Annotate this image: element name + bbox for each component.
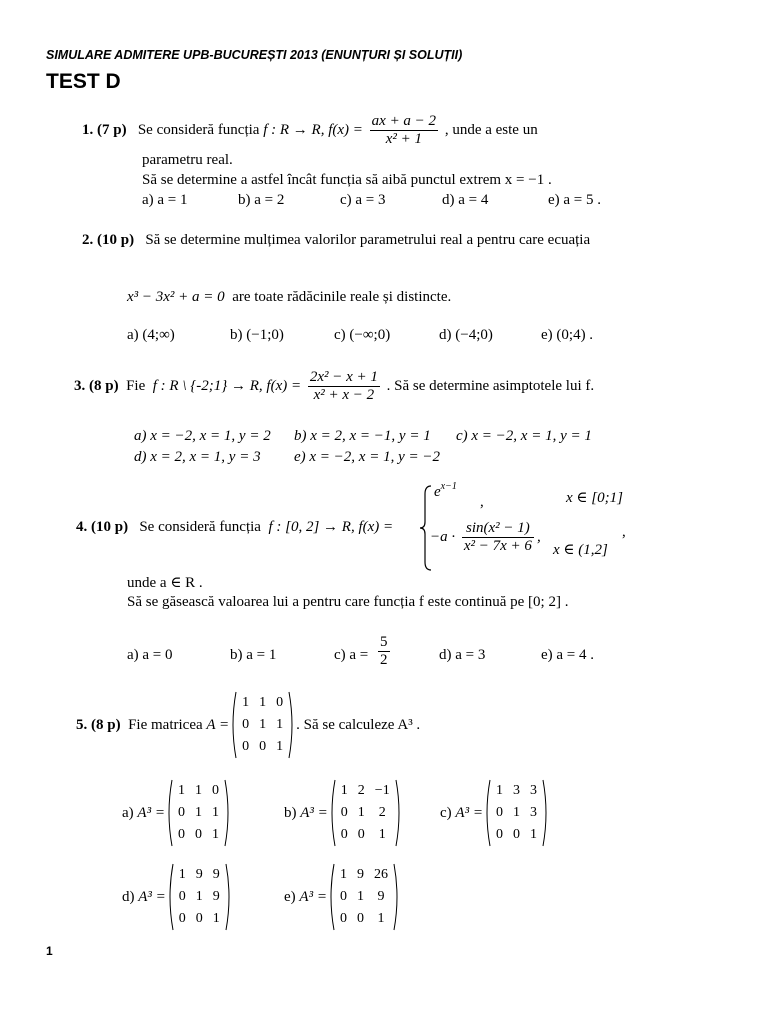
problem-5-answer-c-lhs: A³ = — [455, 804, 483, 821]
problem-3-answer-b: b) x = 2, x = −1, y = 1 — [294, 428, 431, 444]
problem-1-after: , unde a este un — [444, 122, 538, 138]
matrix-row — [491, 802, 542, 824]
problem-1-answer-d: d) a = 4 — [442, 192, 489, 208]
matrix-cell: 0 — [178, 911, 186, 926]
matrix-cell: 1 — [212, 911, 220, 926]
page-number: 1 — [46, 944, 53, 958]
problem-5-answer-b-matrix — [328, 779, 403, 847]
problem-5-answer-d-label: d) — [122, 888, 135, 905]
matrix-cell: 0 — [194, 827, 202, 842]
matrix-cell: 0 — [340, 805, 348, 820]
matrix-left-paren — [166, 863, 174, 931]
matrix-cell: 3 — [529, 805, 537, 820]
problem-4-line-3: Să se găsească valoarea lui a pentru care funcția f este continuă pe [0; 2] . — [127, 594, 569, 610]
matrix-cell: 0 — [495, 827, 503, 842]
matrix-left-paren — [328, 779, 336, 847]
problem-1-fraction-numerator: ax + a − 2 — [370, 113, 438, 131]
problem-5-number: 5. (8 p) — [76, 716, 121, 733]
matrix-row — [174, 886, 225, 908]
problem-1-intro: Se consideră funcția — [137, 122, 260, 138]
matrix-right-paren — [542, 779, 550, 847]
problem-5-answer-e-lhs: A³ = — [299, 888, 327, 905]
matrix-cell: 1 — [211, 827, 219, 842]
matrix-row — [174, 864, 225, 886]
matrix-cell: 1 — [194, 805, 202, 820]
matrix-row — [173, 802, 224, 824]
problem-4-case-1-domain: x ∈ [0;1] — [566, 490, 623, 506]
matrix-row — [491, 780, 542, 802]
matrix-row — [174, 908, 225, 930]
problem-1-answer-c: c) a = 3 — [340, 192, 386, 208]
matrix-row — [237, 714, 288, 736]
problem-2-answer-d: d) (−4;0) — [439, 327, 493, 343]
problem-1-fraction — [370, 113, 438, 149]
matrix-cell: 1 — [276, 739, 284, 754]
test-title: TEST D — [46, 70, 121, 93]
matrix-cell: 9 — [356, 867, 364, 882]
problem-4-answer-d: d) a = 3 — [439, 647, 486, 663]
problem-4-case-2-prefix: −a · — [430, 529, 456, 546]
matrix-cell: 9 — [377, 889, 385, 904]
problem-3-fraction — [308, 369, 380, 405]
matrix-cell: 0 — [195, 911, 203, 926]
matrix-row — [335, 908, 393, 930]
problem-2-equation: x³ − 3x² + a = 0 — [127, 289, 225, 305]
problem-3-statement — [74, 366, 594, 406]
problem-5-answer-b — [284, 780, 403, 846]
problem-4-answer-e: e) a = 4 . — [541, 647, 595, 663]
matrix-cell: 1 — [529, 827, 537, 842]
matrix-cell: 1 — [378, 827, 386, 842]
matrix-cell: 0 — [340, 827, 348, 842]
matrix-cell: 1 — [339, 867, 347, 882]
matrix-left-paren — [165, 779, 173, 847]
problem-1-number: 1. (7 p) — [82, 122, 127, 138]
matrix-cell: 0 — [178, 889, 186, 904]
problem-1-function: f : R → R, f(x) = — [263, 122, 363, 138]
problem-4-answer-b: b) a = 1 — [230, 647, 277, 663]
matrix-cell: 0 — [177, 827, 185, 842]
problem-4-statement — [76, 519, 393, 536]
problem-5-answer-e-matrix — [327, 863, 401, 931]
matrix-row — [336, 802, 395, 824]
matrix-cell: −1 — [374, 783, 390, 798]
matrix-cell: 2 — [357, 783, 365, 798]
matrix-cell: 0 — [356, 911, 364, 926]
problem-5-after: . Să se calculeze A³ . — [296, 716, 421, 733]
problem-2-answer-b: b) (−1;0) — [230, 327, 284, 343]
matrix-cell: 9 — [195, 867, 203, 882]
matrix-cell: 0 — [512, 827, 520, 842]
matrix-right-paren — [393, 863, 401, 931]
matrix-cell: 1 — [512, 805, 520, 820]
matrix-left-paren — [483, 779, 491, 847]
matrix-grid — [335, 864, 393, 930]
problem-5-answer-a-label: a) — [122, 804, 134, 821]
problem-3-function: f : R \ {-2;1} → R, f(x) = — [152, 378, 302, 394]
running-title: SIMULARE ADMITERE UPB-BUCUREȘTI 2013 (ENUNȚURI ȘI SOLUȚII) — [46, 48, 463, 62]
problem-5-answer-b-lhs: A³ = — [300, 804, 328, 821]
matrix-cell: 1 — [211, 805, 219, 820]
matrix-right-paren — [225, 863, 233, 931]
problem-2-answer-e: e) (0;4) . — [541, 327, 594, 343]
problem-4-answer-c-numerator: 5 — [378, 634, 390, 652]
problem-3-number: 3. (8 p) — [74, 378, 119, 394]
problem-3-fraction-numerator: 2x² − x + 1 — [308, 369, 380, 387]
matrix-grid — [237, 692, 288, 758]
matrix-row — [237, 736, 288, 758]
matrix-cell: 1 — [178, 867, 186, 882]
problem-3-intro: Fie — [126, 378, 146, 394]
problem-5-answer-d-matrix — [166, 863, 233, 931]
problem-4-answer-a: a) a = 0 — [127, 647, 173, 663]
problem-5-answer-a-lhs: A³ = — [137, 804, 165, 821]
problem-1-answer-b: b) a = 2 — [238, 192, 285, 208]
problem-5-answer-a — [122, 780, 232, 846]
matrix-grid — [173, 780, 224, 846]
problem-2-condition: are toate rădăcinile reale și distincte. — [232, 289, 452, 305]
problem-4-answer-c-denominator: 2 — [380, 652, 388, 669]
matrix-cell: 0 — [495, 805, 503, 820]
matrix-cell: 1 — [495, 783, 503, 798]
problem-4-function: f : [0, 2] → R, f(x) = — [268, 519, 394, 535]
matrix-cell: 0 — [211, 783, 219, 798]
matrix-cell: 1 — [259, 695, 267, 710]
matrix-left-paren — [229, 691, 237, 759]
matrix-row — [335, 886, 393, 908]
matrix-cell: 0 — [357, 827, 365, 842]
problem-3-fraction-denominator: x² + x − 2 — [313, 387, 375, 404]
matrix-cell: 2 — [378, 805, 386, 820]
problem-1-answer-e: e) a = 5 . — [548, 192, 602, 208]
problem-5-matrix — [229, 691, 296, 759]
matrix-cell: 0 — [177, 805, 185, 820]
problem-5-answer-d — [122, 864, 233, 930]
matrix-cell: 0 — [339, 911, 347, 926]
matrix-cell: 0 — [276, 695, 284, 710]
matrix-cell: 3 — [529, 783, 537, 798]
matrix-grid — [336, 780, 395, 846]
matrix-cell: 1 — [276, 717, 284, 732]
problem-2-number: 2. (10 p) — [82, 232, 135, 248]
problem-5-answer-a-matrix — [165, 779, 232, 847]
problem-4-case-1-exponent: x−1 — [440, 481, 457, 492]
matrix-row — [237, 692, 288, 714]
problem-4-case-2-numerator: sin(x² − 1) — [462, 520, 534, 538]
problem-1-line-3: Să se determine a astfel încât funcția să aibă punctul extrem x = −1 . — [142, 172, 552, 188]
problem-1-fraction-denominator: x² + 1 — [385, 131, 422, 148]
problem-4-case-1-comma: , — [480, 494, 484, 510]
matrix-cell: 1 — [195, 889, 203, 904]
problem-5-answer-e-label: e) — [284, 888, 296, 905]
problem-4-number: 4. (10 p) — [76, 519, 129, 535]
problem-4-intro: Se consideră funcția — [139, 519, 261, 535]
problem-5-answer-b-label: b) — [284, 804, 297, 821]
matrix-left-paren — [327, 863, 335, 931]
matrix-cell: 0 — [242, 717, 250, 732]
problem-4-answer-c-fraction — [378, 634, 390, 670]
problem-5-statement — [76, 692, 420, 758]
problem-1-line-2: parametru real. — [142, 152, 233, 168]
problem-5-matrix-label: A = — [206, 716, 230, 733]
problem-5-answer-c-matrix — [483, 779, 550, 847]
problem-4-case-2-denominator: x² − 7x + 6 — [463, 538, 532, 555]
problem-2-answer-c: c) (−∞;0) — [334, 327, 391, 343]
matrix-cell: 1 — [259, 717, 267, 732]
matrix-cell: 1 — [340, 783, 348, 798]
problem-3-answer-a: a) x = −2, x = 1, y = 2 — [134, 428, 271, 444]
problem-4-case-1-base: e — [434, 484, 441, 500]
matrix-row — [336, 780, 395, 802]
problem-5-answer-e — [284, 864, 401, 930]
problem-3-answer-d: d) x = 2, x = 1, y = 3 — [134, 449, 261, 465]
matrix-row — [336, 824, 395, 846]
matrix-cell: 26 — [373, 867, 388, 882]
problem-3-answer-e: e) x = −2, x = 1, y = −2 — [294, 449, 440, 465]
matrix-cell: 1 — [242, 695, 250, 710]
problem-1-answer-a: a) a = 1 — [142, 192, 188, 208]
matrix-cell: 1 — [194, 783, 202, 798]
problem-4-line-2: unde a ∈ R . — [127, 575, 203, 591]
matrix-right-paren — [224, 779, 232, 847]
matrix-cell: 0 — [339, 889, 347, 904]
problem-4-trailing-comma: , — [622, 524, 626, 540]
problem-5-intro: Fie matricea — [128, 716, 203, 733]
problem-2-answer-a: a) (4;∞) — [127, 327, 175, 343]
matrix-cell: 1 — [377, 911, 385, 926]
problem-4-case-1 — [434, 481, 457, 501]
problem-4-case-2-fraction — [462, 520, 534, 556]
matrix-cell: 1 — [356, 889, 364, 904]
matrix-right-paren — [395, 779, 403, 847]
problem-4-case-2-domain: x ∈ (1,2] — [553, 542, 608, 558]
problem-4-answers — [127, 630, 627, 676]
problem-3-after: . Să se determine asimptotele lui f. — [386, 378, 595, 394]
problem-5-answer-c-label: c) — [440, 804, 452, 821]
matrix-row — [173, 780, 224, 802]
matrix-grid — [174, 864, 225, 930]
matrix-row — [491, 824, 542, 846]
matrix-right-paren — [288, 691, 296, 759]
problem-1-statement — [82, 110, 538, 150]
problem-2-statement — [82, 232, 590, 249]
matrix-row — [335, 864, 393, 886]
problem-5-answer-d-lhs: A³ = — [138, 888, 166, 905]
matrix-grid — [491, 780, 542, 846]
matrix-cell: 0 — [259, 739, 267, 754]
problem-3-answer-c: c) x = −2, x = 1, y = 1 — [456, 428, 592, 444]
matrix-cell: 3 — [512, 783, 520, 798]
problem-5-answer-c — [440, 780, 550, 846]
problem-4-answer-c: c) a = — [334, 647, 369, 663]
matrix-cell: 1 — [357, 805, 365, 820]
problem-4-case-2: −a · $\frac{\text{sin(x² − 1)}}{\text{x² − 7x + 6}}$ , — [430, 520, 541, 555]
matrix-cell: 9 — [212, 889, 220, 904]
matrix-cell: 1 — [177, 783, 185, 798]
matrix-cell: 9 — [212, 867, 220, 882]
problem-2-line-1: Să se determine mulțimea valorilor parametrului real a pentru care ecuația — [145, 232, 591, 248]
matrix-row — [173, 824, 224, 846]
matrix-cell: 0 — [242, 739, 250, 754]
problem-2-line-2 — [127, 289, 451, 306]
